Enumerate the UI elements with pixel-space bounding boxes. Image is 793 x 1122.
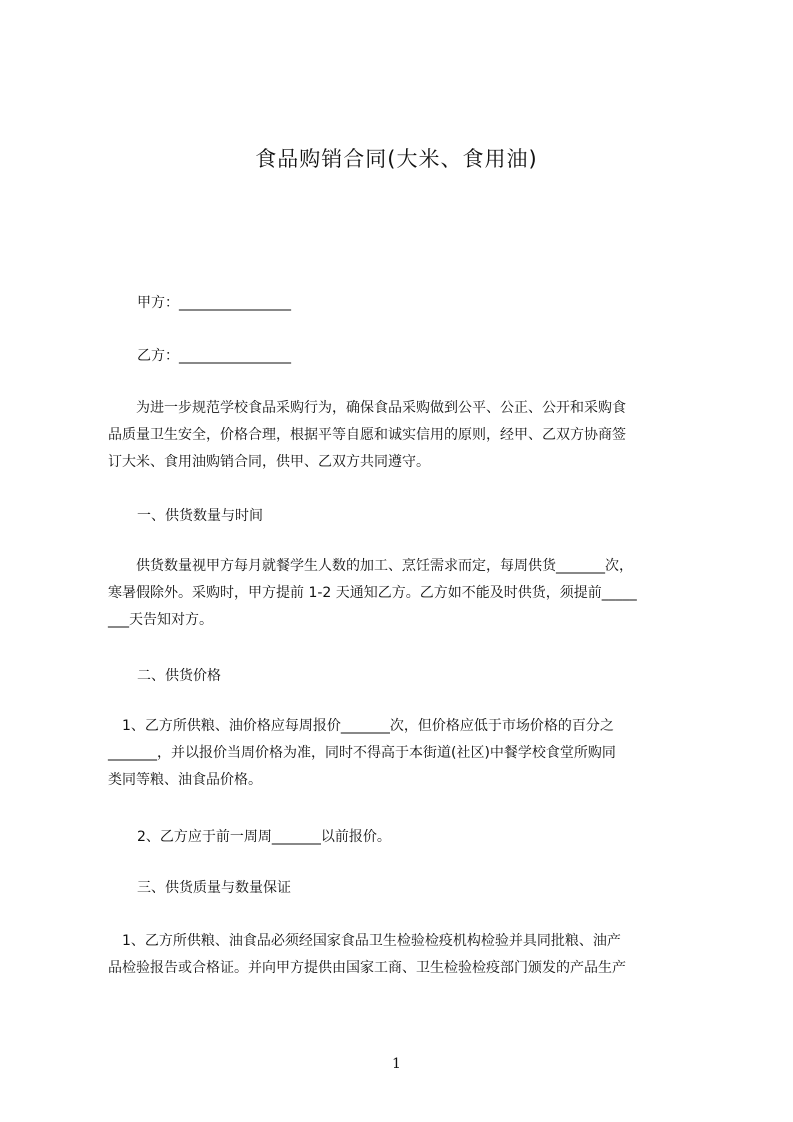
section2-item1-line: 1、乙方所供粮、油价格应每周报价_______次，但价格应低于市场价格的百分之 [108,718,614,734]
intro-line: 订大米、食用油购销合同，供甲、乙双方共同遵守。 [108,454,430,470]
page-title: 食品购销合同(大米、食用油) [255,147,538,171]
section3-item1-line: 品检验报告或合格证。并向甲方提供由国家工商、卫生检验检疫部门颁发的产品生产 [108,960,626,976]
section2-item1-line: 类同等粮、油食品价格。 [108,772,262,788]
section1-heading: 一、供货数量与时间 [137,508,263,524]
section3-item1-line: 1、乙方所供粮、油食品必须经国家食品卫生检验检疫机构检验并具同批粮、油产 [108,933,621,949]
section1-line: 寒暑假除外。采购时，甲方提前 1-2 天通知乙方。乙方如不能及时供货，须提前_____ [108,585,637,601]
intro-line: 品质量卫生安全，价格合理，根据平等自愿和诚实信用的原则，经甲、乙双方协商签 [108,427,626,443]
section1-line: ___天告知对方。 [108,612,213,628]
intro-paragraph [108,395,710,476]
section1-paragraph [108,553,710,634]
section3-heading: 三、供货质量与数量保证 [137,880,291,896]
section2-heading: 二、供货价格 [137,668,221,684]
intro-line: 为进一步规范学校食品采购行为，确保食品采购做到公平、公正、公开和采购食 [108,400,626,416]
section2-item1-line: _______，并以报价当周价格为准，同时不得高于本街道(社区)中餐学校食堂所购同 [108,745,616,761]
section2-item2: 2、乙方应于前一周周_______以前报价。 [137,829,391,845]
party-a-line: 甲方：________________ [137,295,291,311]
page-number: 1 [392,1056,401,1072]
party-b-line: 乙方：________________ [137,348,291,364]
section3-item1 [108,928,710,982]
section1-line: 供货数量视甲方每月就餐学生人数的加工、烹饪需求而定，每周供货_______次， [108,558,633,574]
section2-item1 [108,713,710,794]
